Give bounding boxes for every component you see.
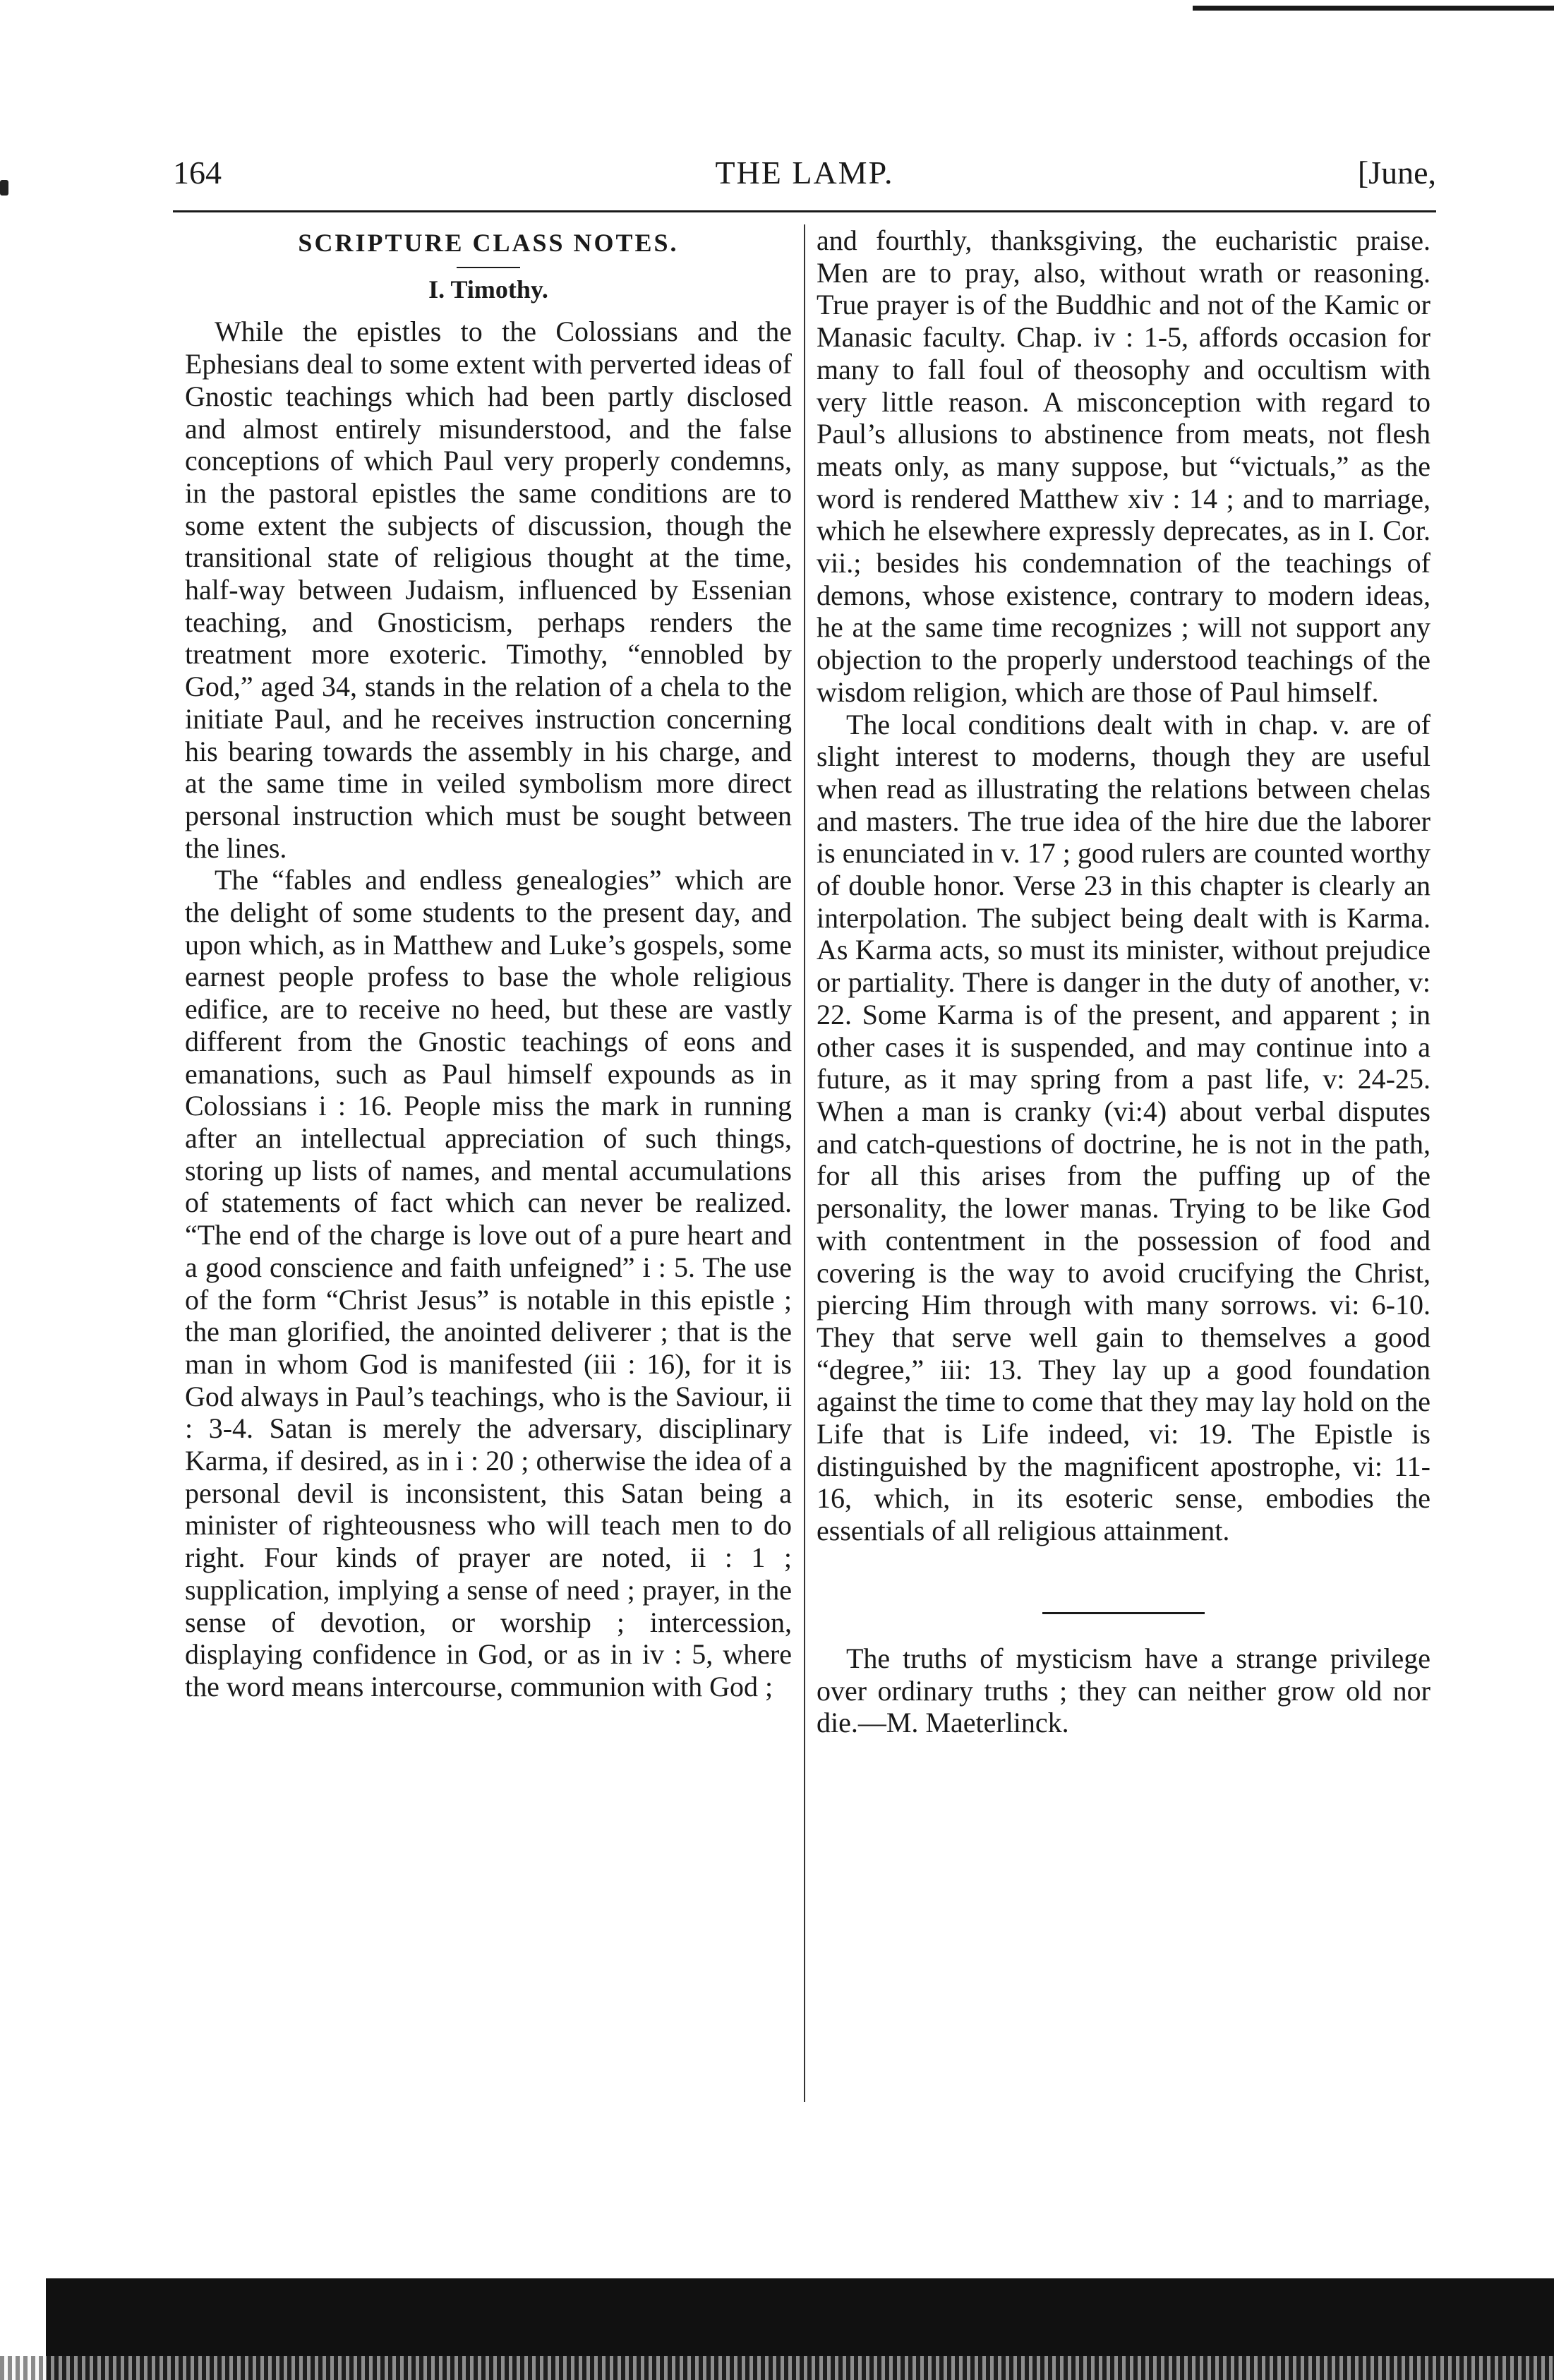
paragraph: The “fables and endless genealogies” which are the delight of some students to the present day, and upon which, as in Matthew and Luke’s gospels, some earnest people profess to base the whole religious edifice, are to receive no heed, but these are vastly different from the Gnostic teachings of eons and emanations, such as Paul himself expounds as in Colossians i : 16. People miss the mark in running after an intellectual appreciation of such things, storing up lists of names, and mental accumulations of statements of fact which can never be realized. “The end of the charge is love out of a pure heart and a good conscience and faith unfeigned” i : 5. The use of the form “Christ Jesus” is notable in this epistle ; the man glorified, the anointed deliverer ; that is the man in whom God is manifested (iii : 16), for it is God always in Paul’s teachings, who is the Saviour, ii : 3-4. Satan is merely the adversary, disciplinary Karma, if desired, as in i : 20 ; otherwise the idea of a personal devil is inconsistent, this Satan being a minister of righteousness who will teach men to do right. Four kinds of prayer are noted, ii : 1 ; supplication, implying a sense of need ; prayer, in the sense of devotion, or worship ; intercession, displaying confidence in God, or as in iv : 5, where the word means intercourse, communion with God ; xyxy=(185,864,792,1702)
column-divider xyxy=(804,224,805,2102)
section-subtitle: I. Timothy. xyxy=(428,275,548,303)
right-column xyxy=(817,224,1430,2130)
page-header xyxy=(173,154,1436,203)
top-edge-rule xyxy=(1193,6,1554,11)
page-number: 164 xyxy=(173,155,222,191)
margin-mark xyxy=(0,180,8,196)
header-rule xyxy=(173,210,1436,212)
paragraph: and fourthly, thanksgiving, the eucharistic praise. Men are to pray, also, without wrath or reasoning. True prayer is of the Buddhic and not of the Kamic or Manasic faculty. Chap. iv : 1-5, affords occasion for many to fall foul of theosophy and occultism with very little reason. A misconception with regard to Paul’s allusions to abstinence from meats, not flesh meats only, as many suppose, but “victuals,” as the word is rendered Matthew xiv : 14 ; and to marriage, which he elsewhere expressly deprecates, as in I. Cor. vii.; besides his condemnation of the teachings of demons, whose existence, contrary to modern ideas, he at the same time recognizes ; will not support any objection to the properly understood teachings of the wisdom religion, which are those of Paul himself. xyxy=(817,224,1430,708)
running-title: THE LAMP. xyxy=(715,155,894,191)
paragraph: While the epistles to the Colossians and the Ephesians deal to some extent with perverted ideas of Gnostic teachings which had been partly disclosed and almost entirely misunderstood, and the false conceptions of which Paul very properly condemns, in the pastoral epistles the same conditions are to some extent the subjects of discussion, though the transitional state of religious thought at the time, half-way between Judaism, influenced by Essenian teaching, and Gnosticism, perhaps renders the treatment more exoteric. Timothy, “ennobled by God,” aged 34, stands in the relation of a chela to the initiate Paul, and he receives instruction concerning his bearing towards the assembly in his charge, and at the same time in veiled symbolism more direct personal instruction which must be sought between the lines. xyxy=(185,315,792,864)
running-date: [June, xyxy=(1357,155,1436,191)
paragraph: The local conditions dealt with in chap. v. are of slight interest to moderns, though they are useful when read as illustrating the relations between chelas and masters. The true idea of the hire due the laborer is enunciated in v. 17 ; good rulers are counted worthy of double honor. Verse 23 in this chapter is clearly an interpolation. The subject being dealt with is Karma. As Karma acts, so must its minister, without prejudice or partiality. There is danger in the duty of another, v: 22. Some Karma is of the present, and apparent ; in other cases it is suspended, and may continue into a future, as it may spring from a past life, v: 24-25. When a man is cranky (vi:4) about verbal disputes and catch-questions of doctrine, he is not in the path, for all this arises from the puffing up of the personality, the lower manas. Trying to be like God with contentment in the possession of food and covering is the way to avoid crucifying the Christ, piercing Him through with many sorrows. vi: 6-10. They that serve well gain to themselves a good “degree,” iii: 13. They lay up a good foundation against the time to come that they may lay hold on the Life that is Life indeed, vi: 19. The Epistle is distinguished by the magnificent apostrophe, vi: 11-16, which, in its esoteric sense, embodies the essentials of all religious attainment. xyxy=(817,708,1430,1547)
title-rule xyxy=(457,267,520,268)
closing-quote: The truths of mysticism have a strange privilege over ordinary truths ; they can neither grow old nor die.—M. Maeterlinck. xyxy=(817,1642,1430,1739)
section-divider-rule xyxy=(1042,1612,1205,1614)
scan-edge-noise xyxy=(0,2356,1554,2380)
section-title: SCRIPTURE CLASS NOTES. xyxy=(298,229,679,257)
left-column xyxy=(185,224,792,2130)
